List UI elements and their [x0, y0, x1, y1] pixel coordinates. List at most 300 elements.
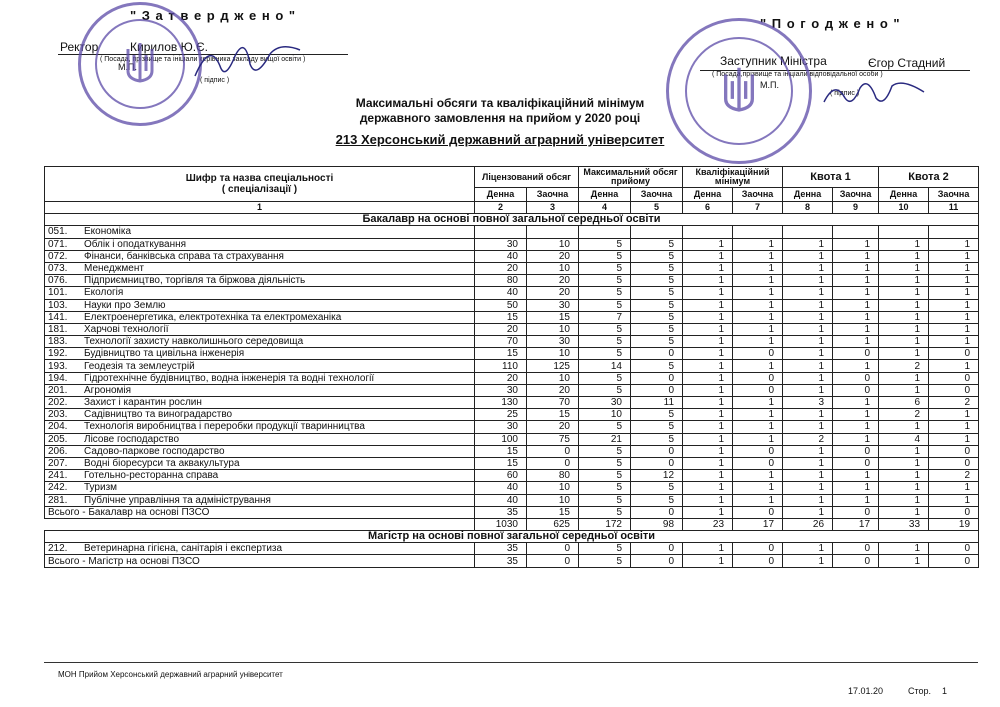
footer-left: МОН Прийом Херсонський державний аграрний університет	[58, 670, 283, 679]
value-cell: 0	[733, 457, 783, 469]
specialty-name: Екологія	[84, 287, 124, 299]
specialty-code: 141.	[48, 311, 68, 323]
value-cell: 1	[833, 421, 879, 433]
value-cell: 5	[579, 336, 631, 348]
specialty-name: Ветеринарна гігієна, санітарія і експертиза	[84, 543, 283, 555]
header-specialty: Шифр та назва спеціальності ( спеціалізації )	[45, 167, 475, 202]
header-extramural: Заочна	[527, 188, 579, 202]
value-cell: 1	[929, 360, 979, 372]
approved-signature-caption: ( підпис )	[200, 77, 230, 84]
total-value: 23	[683, 518, 733, 530]
total-value: 98	[631, 518, 683, 530]
agreed-name: Єгор Стадний	[868, 56, 946, 70]
value-cell: 1	[783, 543, 833, 555]
value-cell: 1	[783, 409, 833, 421]
table-row	[45, 311, 979, 323]
value-cell: 0	[929, 543, 979, 555]
total-row-bachelor	[45, 506, 979, 518]
approved-name: Кирилов Ю.Є.	[130, 40, 209, 54]
value-cell: 14	[579, 360, 631, 372]
value-cell: 1	[783, 445, 833, 457]
header-row-main	[45, 167, 979, 188]
table-row	[45, 275, 979, 287]
approved-heading: " З а т в е р д ж е н о "	[130, 8, 297, 23]
value-cell: 15	[475, 457, 527, 469]
value-cell: 5	[579, 482, 631, 494]
specialty-code: 205.	[48, 433, 68, 445]
value-cell: 1	[833, 397, 879, 409]
total-value: 1	[879, 555, 929, 567]
specialty-name: Технології захисту навколишнього середовища	[84, 336, 304, 348]
value-cell: 1	[783, 275, 833, 287]
value-cell: 50	[475, 299, 527, 311]
specialty-cell	[45, 250, 475, 262]
value-cell: 1	[683, 275, 733, 287]
ministry-stamp	[666, 18, 812, 164]
value-cell: 40	[475, 287, 527, 299]
value-cell: 1	[879, 543, 929, 555]
value-cell: 1	[783, 323, 833, 335]
value-cell: 5	[579, 543, 631, 555]
header-extramural: Заочна	[833, 188, 879, 202]
value-cell: 1	[683, 409, 733, 421]
value-cell: 15	[475, 311, 527, 323]
value-cell: 1	[929, 262, 979, 274]
specialty-cell	[45, 372, 475, 384]
total-value: 1	[879, 506, 929, 518]
specialty-cell	[45, 311, 475, 323]
value-cell: 1	[833, 470, 879, 482]
value-cell: 10	[527, 348, 579, 360]
header-extramural: Заочна	[733, 188, 783, 202]
value-cell: 1	[879, 384, 929, 396]
header-day: Денна	[475, 188, 527, 202]
total-value: 26	[783, 518, 833, 530]
value-cell: 10	[527, 262, 579, 274]
value-cell: 1	[833, 323, 879, 335]
value-cell: 1	[733, 360, 783, 372]
value-cell: 2	[929, 397, 979, 409]
approved-mp: М.П.	[118, 62, 137, 72]
bachelor-section	[45, 214, 979, 531]
rector-signature	[190, 36, 310, 86]
value-cell: 1	[783, 336, 833, 348]
approved-position-caption: ( Посада, прізвище та ініціали керівника закладу вищої освіти )	[100, 56, 306, 63]
value-cell	[475, 226, 527, 238]
value-cell: 1	[929, 482, 979, 494]
value-cell	[783, 226, 833, 238]
value-cell: 1	[683, 238, 733, 250]
table-row	[45, 543, 979, 555]
total-value: 35	[475, 555, 527, 567]
col-number: 1	[45, 202, 475, 214]
value-cell: 20	[475, 372, 527, 384]
value-cell: 1	[733, 397, 783, 409]
value-cell: 0	[833, 457, 879, 469]
value-cell: 0	[631, 457, 683, 469]
quota-table	[44, 166, 979, 568]
specialty-code: 192.	[48, 348, 68, 360]
value-cell: 40	[475, 482, 527, 494]
value-cell: 15	[475, 348, 527, 360]
value-cell: 1	[783, 470, 833, 482]
specialty-name: Облік і оподаткування	[84, 238, 187, 250]
specialty-cell	[45, 482, 475, 494]
col-number: 10	[879, 202, 929, 214]
header-quota2: Квота 2	[879, 167, 979, 188]
specialty-cell	[45, 336, 475, 348]
value-cell: 4	[879, 433, 929, 445]
value-cell: 20	[527, 275, 579, 287]
column-numbers-row	[45, 202, 979, 214]
table-row	[45, 250, 979, 262]
specialty-cell	[45, 470, 475, 482]
value-cell	[833, 226, 879, 238]
value-cell: 1	[733, 482, 783, 494]
value-cell: 1	[733, 275, 783, 287]
value-cell: 11	[631, 397, 683, 409]
table-row	[45, 262, 979, 274]
header-day: Денна	[683, 188, 733, 202]
value-cell: 1	[833, 250, 879, 262]
value-cell: 15	[527, 409, 579, 421]
value-cell: 1	[683, 433, 733, 445]
value-cell: 1	[733, 250, 783, 262]
value-cell: 0	[929, 348, 979, 360]
specialty-cell	[45, 348, 475, 360]
value-cell: 0	[833, 348, 879, 360]
table-row	[45, 336, 979, 348]
value-cell: 1	[833, 299, 879, 311]
value-cell: 5	[579, 372, 631, 384]
value-cell: 2	[879, 409, 929, 421]
specialty-code: 202.	[48, 397, 68, 409]
value-cell: 15	[475, 445, 527, 457]
section-master	[45, 531, 979, 543]
value-cell: 2	[929, 470, 979, 482]
total-value: 0	[631, 555, 683, 567]
value-cell: 40	[475, 250, 527, 262]
value-cell: 1	[783, 482, 833, 494]
value-cell: 0	[631, 445, 683, 457]
value-cell: 1	[733, 262, 783, 274]
value-cell: 1	[783, 457, 833, 469]
table-row	[45, 445, 979, 457]
col-number: 6	[683, 202, 733, 214]
table-row	[45, 384, 979, 396]
total-value: 625	[527, 518, 579, 530]
table-row	[45, 360, 979, 372]
value-cell: 1	[879, 299, 929, 311]
col-number: 8	[783, 202, 833, 214]
value-cell: 5	[631, 494, 683, 506]
value-cell: 1	[879, 372, 929, 384]
agreed-mp: М.П.	[760, 80, 779, 90]
total-value: 172	[579, 518, 631, 530]
specialty-code: 076.	[48, 275, 68, 287]
value-cell: 1	[783, 360, 833, 372]
value-cell: 1	[783, 421, 833, 433]
value-cell	[929, 226, 979, 238]
table-row	[45, 470, 979, 482]
specialty-cell	[45, 275, 475, 287]
value-cell: 1	[683, 372, 733, 384]
value-cell: 1	[833, 494, 879, 506]
value-cell: 60	[475, 470, 527, 482]
value-cell: 75	[527, 433, 579, 445]
table-row	[45, 409, 979, 421]
value-cell: 1	[683, 299, 733, 311]
value-cell: 1	[929, 311, 979, 323]
value-cell: 0	[733, 384, 783, 396]
value-cell: 5	[579, 457, 631, 469]
value-cell: 1	[929, 494, 979, 506]
value-cell: 2	[879, 360, 929, 372]
table-row	[45, 226, 979, 238]
value-cell: 5	[579, 238, 631, 250]
col-number: 9	[833, 202, 879, 214]
table-row	[45, 397, 979, 409]
agreed-signature-caption: ( підпис )	[830, 90, 860, 97]
value-cell: 5	[579, 262, 631, 274]
value-cell: 1	[929, 250, 979, 262]
total-value: 0	[929, 506, 979, 518]
value-cell: 5	[579, 275, 631, 287]
total-value: 5	[579, 506, 631, 518]
value-cell: 1	[929, 287, 979, 299]
value-cell: 5	[631, 262, 683, 274]
value-cell: 5	[631, 421, 683, 433]
value-cell: 5	[579, 384, 631, 396]
specialty-code: 242.	[48, 482, 68, 494]
specialty-name: Підприємництво, торгівля та біржова діяльність	[84, 275, 306, 287]
value-cell: 0	[527, 445, 579, 457]
specialty-cell	[45, 409, 475, 421]
specialty-code: 072.	[48, 250, 68, 262]
specialty-name: Туризм	[84, 482, 118, 494]
table-row	[45, 238, 979, 250]
value-cell: 1	[733, 287, 783, 299]
header-day: Денна	[783, 188, 833, 202]
value-cell: 1	[879, 421, 929, 433]
specialty-name: Будівництво та цивільна інженерія	[84, 348, 245, 360]
specialty-code: 103.	[48, 299, 68, 311]
col-number: 3	[527, 202, 579, 214]
value-cell: 1	[683, 360, 733, 372]
value-cell: 5	[631, 250, 683, 262]
table-row	[45, 482, 979, 494]
specialty-code: 181.	[48, 323, 68, 335]
specialty-code: 073.	[48, 263, 68, 275]
value-cell: 20	[527, 287, 579, 299]
value-cell: 0	[833, 372, 879, 384]
value-cell: 5	[579, 299, 631, 311]
specialty-cell	[45, 299, 475, 311]
page-title	[320, 96, 680, 147]
specialty-code: 204.	[48, 421, 68, 433]
value-cell: 1	[929, 299, 979, 311]
value-cell: 1	[879, 250, 929, 262]
specialty-code: 071.	[48, 238, 68, 250]
value-cell: 1	[929, 238, 979, 250]
total-value: 1030	[475, 518, 527, 530]
specialty-name: Геодезія та землеустрій	[84, 360, 195, 372]
value-cell: 6	[879, 397, 929, 409]
value-cell: 0	[631, 348, 683, 360]
value-cell: 1	[833, 262, 879, 274]
header-qual: Кваліфікаційний мінімум	[683, 167, 783, 188]
section-bachelor-title: Бакалавр на основі повної загальної середньої освіти	[45, 214, 979, 226]
header-extramural: Заочна	[929, 188, 979, 202]
specialty-name: Фінанси, банківська справа та страхування	[84, 250, 284, 262]
specialty-cell	[45, 397, 475, 409]
value-cell: 1	[783, 287, 833, 299]
value-cell: 1	[879, 348, 929, 360]
value-cell: 80	[527, 470, 579, 482]
specialty-cell	[45, 238, 475, 250]
value-cell: 30	[527, 299, 579, 311]
value-cell: 1	[683, 262, 733, 274]
value-cell: 1	[833, 275, 879, 287]
value-cell	[879, 226, 929, 238]
value-cell: 1	[683, 384, 733, 396]
specialty-name: Готельно-ресторанна справа	[84, 470, 219, 482]
total-value: 1	[683, 506, 733, 518]
value-cell: 0	[733, 445, 783, 457]
specialty-name: Садівництво та виноградарство	[84, 409, 233, 421]
value-cell: 1	[683, 457, 733, 469]
value-cell: 1	[683, 470, 733, 482]
value-cell: 1	[929, 323, 979, 335]
specialty-code: 203.	[48, 409, 68, 421]
total-value: 19	[929, 518, 979, 530]
value-cell: 0	[929, 384, 979, 396]
value-cell: 5	[631, 409, 683, 421]
value-cell: 1	[833, 360, 879, 372]
specialty-code: 194.	[48, 372, 68, 384]
value-cell: 5	[631, 433, 683, 445]
specialty-cell	[45, 445, 475, 457]
value-cell: 100	[475, 433, 527, 445]
specialty-code: 212.	[48, 543, 68, 555]
specialty-cell	[45, 323, 475, 335]
table-row	[45, 433, 979, 445]
value-cell: 5	[579, 494, 631, 506]
total-value: 0	[631, 506, 683, 518]
value-cell: 20	[527, 250, 579, 262]
value-cell: 1	[783, 372, 833, 384]
value-cell	[683, 226, 733, 238]
value-cell: 5	[631, 482, 683, 494]
col-number: 4	[579, 202, 631, 214]
value-cell: 1	[733, 470, 783, 482]
value-cell: 10	[579, 409, 631, 421]
specialty-cell	[45, 360, 475, 372]
value-cell: 40	[475, 494, 527, 506]
table-row	[45, 348, 979, 360]
header-extramural: Заочна	[631, 188, 683, 202]
specialty-name: Публічне управління та адміністрування	[84, 494, 271, 506]
value-cell: 1	[929, 409, 979, 421]
value-cell: 21	[579, 433, 631, 445]
footer-page-label: Стор.	[908, 686, 932, 696]
header-day: Денна	[879, 188, 929, 202]
value-cell: 1	[783, 348, 833, 360]
value-cell: 1	[683, 336, 733, 348]
value-cell: 1	[879, 494, 929, 506]
value-cell: 7	[579, 311, 631, 323]
footer-date: 17.01.20	[848, 686, 884, 696]
col-number: 5	[631, 202, 683, 214]
value-cell: 20	[527, 384, 579, 396]
value-cell: 10	[527, 238, 579, 250]
value-cell: 0	[631, 543, 683, 555]
value-cell: 1	[929, 421, 979, 433]
university-stamp	[78, 2, 202, 126]
specialty-name: Лісове господарство	[84, 433, 180, 445]
specialty-name: Захист і карантин рослин	[84, 397, 202, 409]
value-cell: 1	[733, 421, 783, 433]
value-cell: 1	[733, 433, 783, 445]
value-cell: 1	[683, 348, 733, 360]
value-cell: 0	[833, 543, 879, 555]
specialty-code: 051.	[48, 226, 68, 238]
value-cell: 1	[879, 457, 929, 469]
value-cell: 1	[733, 238, 783, 250]
total-label: Всього - Бакалавр на основі ПЗСО	[45, 506, 475, 518]
specialty-code: 193.	[48, 360, 68, 372]
value-cell: 1	[733, 409, 783, 421]
header-quota1: Квота 1	[783, 167, 879, 188]
value-cell: 1	[783, 384, 833, 396]
value-cell: 1	[879, 262, 929, 274]
value-cell: 5	[579, 445, 631, 457]
value-cell: 1	[683, 397, 733, 409]
value-cell: 1	[783, 311, 833, 323]
value-cell: 0	[929, 457, 979, 469]
total-row-master	[45, 555, 979, 567]
value-cell: 5	[579, 470, 631, 482]
value-cell: 5	[579, 250, 631, 262]
value-cell: 1	[683, 494, 733, 506]
empty-cell	[45, 518, 475, 530]
value-cell: 1	[783, 299, 833, 311]
total-value: 33	[879, 518, 929, 530]
value-cell: 70	[475, 336, 527, 348]
value-cell: 1	[833, 311, 879, 323]
value-cell: 1	[879, 482, 929, 494]
value-cell: 1	[879, 287, 929, 299]
value-cell: 20	[475, 262, 527, 274]
value-cell: 0	[929, 372, 979, 384]
value-cell: 20	[527, 421, 579, 433]
value-cell: 1	[879, 336, 929, 348]
value-cell: 10	[527, 494, 579, 506]
total-value: 0	[733, 506, 783, 518]
value-cell: 110	[475, 360, 527, 372]
value-cell: 5	[631, 287, 683, 299]
total-value: 35	[475, 506, 527, 518]
specialty-cell	[45, 287, 475, 299]
specialty-code: 183.	[48, 336, 68, 348]
value-cell: 1	[683, 287, 733, 299]
table-row	[45, 323, 979, 335]
header-day: Денна	[579, 188, 631, 202]
value-cell: 30	[527, 336, 579, 348]
specialty-name: Електроенергетика, електротехніка та електромеханіка	[84, 311, 342, 323]
value-cell: 0	[733, 372, 783, 384]
total-value: 17	[733, 518, 783, 530]
